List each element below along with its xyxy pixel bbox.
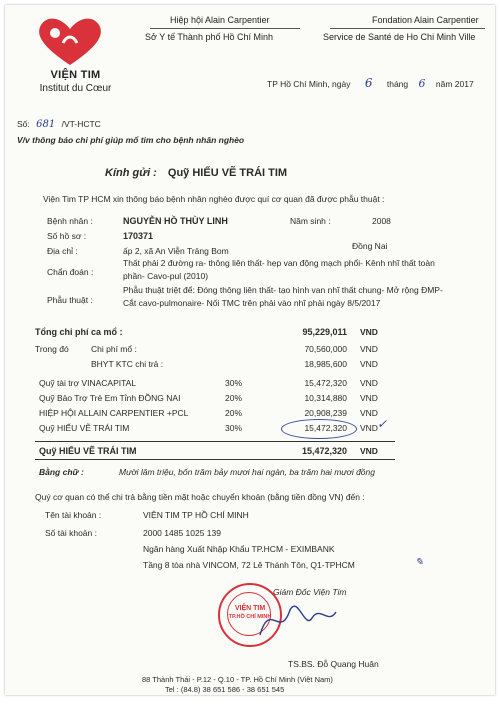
patient-address: ấp 2, xã An Viễn Trảng Bom xyxy=(123,246,229,256)
footer-phone: Tel : (84.8) 38 651 586 - 38 651 545 xyxy=(165,685,285,694)
patient-file-label: Số hồ sơ : xyxy=(47,231,87,241)
surgery-cost-currency: VND xyxy=(360,344,378,354)
insurance-label: BHYT KTC chi trả : xyxy=(91,359,164,369)
heart-logo-icon xyxy=(33,13,107,69)
sponsor-1-amount: 15,472,320 xyxy=(304,378,347,388)
sponsor-3-amount: 20,908,239 xyxy=(304,408,347,418)
sponsor-3-name: HIỆP HỘI ALLAIN CARPENTIER +PCL xyxy=(39,408,189,418)
sponsor-4-currency: VND xyxy=(360,423,378,433)
sponsor-4-name: Quỹ HIẾU VẼ TRÁI TIM xyxy=(39,423,130,433)
header-divider-left xyxy=(150,28,300,29)
handwritten-check-mark: ✓ xyxy=(377,417,388,431)
fund-amount: 15,472,320 xyxy=(301,446,347,456)
patient-diagnosis-line2: phần- Cavo-pul (2010) xyxy=(123,271,209,281)
account-name-label: Tên tài khoản : xyxy=(45,510,102,520)
ref-so-number: 681 xyxy=(36,119,56,130)
signatory-name: TS.BS. Đỗ Quang Huân xyxy=(288,659,379,669)
date-year: năm 2017 xyxy=(435,79,474,89)
fund-underline xyxy=(35,459,395,460)
bank-address: Tầng 8 tòa nhà VINCOM, 72 Lê Thánh Tôn, Q1-TPHCM xyxy=(143,560,355,570)
header-left-line1: Hiệp hội Alain Carpentier xyxy=(170,15,270,25)
date-day: 6 xyxy=(364,76,373,90)
date-prefix: TP Hồ Chí Minh, ngày xyxy=(267,79,351,89)
seal-text-line2: TP.HỒ CHÍ MINH xyxy=(228,614,272,620)
header-left-line2: Sở Y tế Thành phố Hồ Chí Minh xyxy=(145,32,273,42)
header-divider-right xyxy=(330,28,485,29)
institute-logo xyxy=(15,13,125,113)
patient-address-label: Địa chỉ : xyxy=(47,246,78,256)
sponsor-2-pct: 20% xyxy=(225,393,243,403)
footer-address: 88 Thành Thái - P.12 - Q.10 - TP. Hồ Chí Minh (Việt Nam) xyxy=(142,675,333,684)
patient-surgery-label: Phẫu thuật : xyxy=(47,295,93,305)
sponsor-3-currency: VND xyxy=(360,408,378,418)
handwritten-initials: ✎ xyxy=(415,557,424,568)
seal-text-line1: VIỆN TIM xyxy=(234,605,266,612)
brand-subtitle: Institut du Cœur xyxy=(39,83,112,94)
sponsor-4-pct: 30% xyxy=(225,423,243,433)
patient-diagnosis-line1: Thất phải 2 đường ra- thông liên thất- hẹp van động mạch phổi- Kênh nhĩ thất toàn xyxy=(123,258,435,268)
total-cost-amount: 95,229,011 xyxy=(302,327,347,337)
insurance-currency: VND xyxy=(360,359,378,369)
surgery-cost-amount: 70,560,000 xyxy=(304,344,347,354)
recipient-name: Quỹ HIẾU VẼ TRÁI TIM xyxy=(167,167,288,179)
recipient-line xyxy=(105,167,287,179)
brand-name: VIỆN TIM xyxy=(50,69,101,81)
ref-so-label: Số: xyxy=(17,119,30,129)
bank-intro: Quý cơ quan có thể chi trả bằng tiền mặt hoặc chuyển khoản (bằng tiền đồng VN) đến : xyxy=(35,492,365,502)
ref-number xyxy=(17,119,101,130)
recipient-label: Kính gửi : xyxy=(105,167,157,179)
sponsor-1-name: Quỹ tài trợ VINACAPITAL xyxy=(39,378,137,388)
total-cost-currency: VND xyxy=(360,327,378,337)
sponsor-4-amount: 15,472,320 xyxy=(304,423,347,433)
date-line xyxy=(267,76,474,90)
cost-divider xyxy=(35,441,395,442)
patient-birth-label: Năm sinh : xyxy=(290,216,331,226)
patient-diagnosis-label: Chẩn đoán : xyxy=(47,267,94,277)
date-month: 6 xyxy=(418,77,426,90)
sponsor-1-pct: 30% xyxy=(225,378,243,388)
patient-surgery-line1: Phẫu thuật triệt để: Đóng thông liên thất- tạo hình van nhĩ thất chung- Mở rộng ĐMP- xyxy=(123,285,443,295)
patient-name-label: Bệnh nhân : xyxy=(47,216,93,226)
header-right-line2: Service de Santé de Ho Chi Minh Ville xyxy=(323,32,476,42)
patient-birth: 2008 xyxy=(372,216,391,226)
sponsor-1-currency: VND xyxy=(360,378,378,388)
patient-surgery-line2: Cắt cavo-pulmonaire- Nối TMC trên phải vào nhĩ phải ngày 8/5/2017 xyxy=(123,298,381,308)
handwritten-signature xyxy=(250,590,340,650)
header-right-line1: Fondation Alain Carpentier xyxy=(372,15,479,25)
fund-currency: VND xyxy=(360,446,378,456)
document-page xyxy=(5,5,495,695)
sponsor-2-amount: 10,314,880 xyxy=(304,393,347,403)
in-which-label: Trong đó xyxy=(35,344,69,354)
surgery-cost-label: Chi phí mổ : xyxy=(91,344,137,354)
ref-so-suffix: /VT-HCTC xyxy=(61,119,101,129)
sponsor-2-name: Quỹ Bảo Trợ Trẻ Em Tỉnh ĐỒNG NAI xyxy=(39,393,181,403)
intro-text: Viện Tim TP HCM xin thông báo bệnh nhân nghèo được quí cơ quan đã được phẫu thuật : xyxy=(43,194,385,204)
amount-in-words: Mười lăm triệu, bốn trăm bảy mươi hai ngàn, ba trăm hai mươi đồng xyxy=(119,467,375,477)
insurance-amount: 18,985,600 xyxy=(304,359,347,369)
bank-name: Ngân hàng Xuất Nhập Khẩu TP.HCM - EXIMBANK xyxy=(143,544,335,554)
signature-title: Giám Đốc Viện Tim xyxy=(273,587,347,597)
patient-name: NGUYỄN HỒ THÙY LINH xyxy=(123,216,228,226)
total-cost-label: Tổng chi phí ca mổ : xyxy=(35,327,123,337)
account-no: 2000 1485 1025 139 xyxy=(143,528,221,538)
account-no-label: Số tài khoản : xyxy=(45,528,97,538)
sponsor-2-currency: VND xyxy=(360,393,378,403)
amount-in-words-label: Bằng chữ : xyxy=(39,467,84,477)
patient-file: 170371 xyxy=(123,231,154,241)
date-month-label: tháng xyxy=(386,79,409,89)
sponsor-3-pct: 20% xyxy=(225,408,243,418)
fund-label: Quỹ HIẾU VẼ TRÁI TIM xyxy=(39,446,137,456)
patient-province: Đồng Nai xyxy=(352,241,388,251)
account-name: VIỆN TIM TP HỒ CHÍ MINH xyxy=(143,510,249,520)
handwritten-circle-mark xyxy=(281,419,357,439)
ref-subject: V/v thông báo chi phí giúp mổ tim cho bệnh nhân nghèo xyxy=(17,135,245,145)
